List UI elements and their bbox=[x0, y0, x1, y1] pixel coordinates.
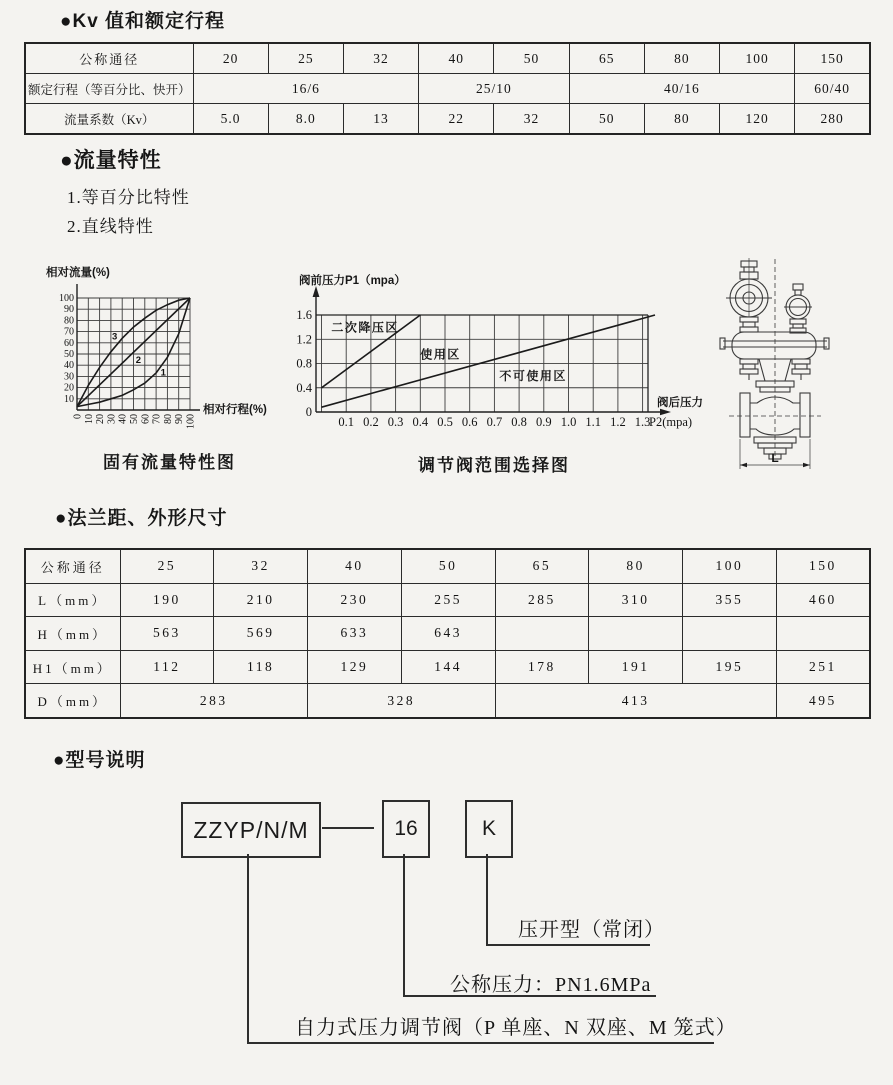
valve-range-selection-chart bbox=[283, 268, 711, 440]
row-label: H1（mm） bbox=[25, 650, 120, 684]
x-tick-label: 0.6 bbox=[461, 415, 478, 429]
table-cell: 328 bbox=[308, 684, 496, 718]
table-cell: 80 bbox=[644, 104, 719, 135]
table-cell: 65 bbox=[569, 43, 644, 74]
table-cell bbox=[776, 617, 870, 651]
x-tick-label: 0.3 bbox=[387, 415, 404, 429]
row-label: 公称通径 bbox=[25, 549, 120, 583]
table-cell: 8.0 bbox=[268, 104, 343, 135]
table-row bbox=[25, 583, 870, 617]
pressure-leader-vertical bbox=[403, 854, 405, 997]
table-cell: 16/6 bbox=[193, 74, 419, 104]
table-cell: 191 bbox=[589, 650, 683, 684]
x-tick-label: 0 bbox=[72, 414, 84, 419]
x-tick-label: 0.7 bbox=[486, 415, 503, 429]
table-cell: 13 bbox=[343, 104, 418, 135]
table-cell: 112 bbox=[120, 650, 214, 684]
flange-dimensions-table bbox=[24, 548, 871, 719]
table-cell: 129 bbox=[308, 650, 402, 684]
x-tick-label: 1.3 bbox=[634, 415, 651, 429]
table-cell: 50 bbox=[401, 549, 495, 583]
chart2-caption: 调节阀范围选择图 bbox=[418, 456, 570, 475]
row-label: 公称通径 bbox=[25, 43, 193, 74]
y-tick-label: 60 bbox=[64, 337, 74, 349]
table-row bbox=[25, 549, 870, 583]
table-cell: 25/10 bbox=[419, 74, 569, 104]
table-cell: 178 bbox=[495, 650, 589, 684]
table-cell: 285 bbox=[495, 583, 589, 617]
x-tick-label: 0.8 bbox=[511, 415, 527, 429]
kv-rated-travel-table bbox=[24, 42, 871, 135]
y-tick-label: 30 bbox=[64, 371, 74, 383]
table-cell: 40 bbox=[308, 549, 402, 583]
table-cell: 32 bbox=[214, 549, 308, 583]
row-label: L（mm） bbox=[25, 583, 120, 617]
y-tick-label: 80 bbox=[64, 315, 74, 327]
section-title-flow: ●流量特性 bbox=[60, 149, 162, 172]
section-title-model: ●型号说明 bbox=[53, 750, 146, 771]
row-label: 流量系数（Kv） bbox=[25, 104, 193, 135]
row-label: 额定行程（等百分比、快开） bbox=[25, 74, 193, 104]
table-cell: 40/16 bbox=[569, 74, 795, 104]
table-cell bbox=[683, 617, 777, 651]
y-tick-label: 10 bbox=[64, 393, 74, 405]
table-cell: 190 bbox=[120, 583, 214, 617]
table-cell: 20 bbox=[193, 43, 268, 74]
y-tick-label: 0.8 bbox=[296, 356, 312, 371]
pressure-note: 公称压力：PN1.6MPa bbox=[450, 974, 652, 996]
table-row bbox=[25, 684, 870, 718]
table-cell: 230 bbox=[308, 583, 402, 617]
type-note: 压开型（常闭） bbox=[518, 919, 665, 941]
row-label: H（mm） bbox=[25, 617, 120, 651]
type-code-box: K bbox=[465, 800, 513, 858]
table-cell: 280 bbox=[795, 104, 870, 135]
table-cell: 355 bbox=[683, 583, 777, 617]
inherent-flow-characteristic-chart bbox=[30, 260, 286, 460]
x-tick-label: 40 bbox=[117, 414, 129, 424]
table-cell: 460 bbox=[776, 583, 870, 617]
y-tick-label: 1.2 bbox=[296, 332, 312, 347]
section-title-kv: ●Kv 值和额定行程 bbox=[60, 11, 226, 32]
table-cell: 100 bbox=[683, 549, 777, 583]
table-row bbox=[25, 650, 870, 684]
x-tick-label: 30 bbox=[106, 414, 118, 424]
chart1-caption: 固有流量特性图 bbox=[103, 453, 236, 472]
model-leader-vertical bbox=[247, 854, 249, 1044]
region-label: 使用区 bbox=[420, 347, 461, 362]
table-cell: 50 bbox=[569, 104, 644, 135]
x-tick-label: 70 bbox=[151, 414, 163, 424]
valve-technical-drawing bbox=[693, 253, 888, 475]
table-cell: 643 bbox=[401, 617, 495, 651]
table-cell: 40 bbox=[419, 43, 494, 74]
valve-drawing-lines bbox=[720, 258, 829, 469]
x-tick-label: 90 bbox=[174, 414, 186, 424]
table-cell: 25 bbox=[120, 549, 214, 583]
y-tick-label: 1.6 bbox=[296, 308, 312, 323]
series-label: 2 bbox=[135, 354, 142, 366]
table-cell: 60/40 bbox=[795, 74, 870, 104]
table-cell: 22 bbox=[419, 104, 494, 135]
pressure-code-box: 16 bbox=[382, 800, 430, 858]
section-title-dims: ●法兰距、外形尺寸 bbox=[55, 508, 228, 529]
x-axis-label-line2: P2(mpa) bbox=[649, 415, 693, 429]
y-tick-label: 20 bbox=[64, 382, 74, 394]
x-tick-label: 1.0 bbox=[560, 415, 577, 429]
table-row bbox=[25, 43, 870, 74]
table-cell: 50 bbox=[494, 43, 569, 74]
table-cell: 569 bbox=[214, 617, 308, 651]
x-tick-label: 1.1 bbox=[585, 415, 602, 429]
table-cell: 80 bbox=[589, 549, 683, 583]
y-tick-label: 100 bbox=[59, 293, 74, 304]
y-axis-arrow bbox=[313, 286, 320, 297]
row-label: D（mm） bbox=[25, 684, 120, 718]
model-note: 自力式压力调节阀（P 单座、N 双座、M 笼式） bbox=[295, 1017, 737, 1039]
table-cell: 120 bbox=[720, 104, 795, 135]
flow-characteristic-item-2: 2.直线特性 bbox=[67, 217, 154, 236]
table-cell: 251 bbox=[776, 650, 870, 684]
x-tick-label: 0.9 bbox=[535, 415, 552, 429]
model-leader-horizontal bbox=[247, 1042, 714, 1044]
x-tick-label: 20 bbox=[95, 414, 107, 424]
table-cell: 283 bbox=[120, 684, 308, 718]
table-cell: 150 bbox=[776, 549, 870, 583]
table-cell: 310 bbox=[589, 583, 683, 617]
x-axis-label: 相对行程(%) bbox=[203, 404, 267, 416]
x-tick-label: 0.5 bbox=[437, 415, 453, 429]
region-label: 二次降压区 bbox=[331, 320, 399, 335]
table-cell: 633 bbox=[308, 617, 402, 651]
model-code-box: ZZYP/N/M bbox=[181, 802, 321, 858]
table-cell: 32 bbox=[494, 104, 569, 135]
table-row bbox=[25, 104, 870, 135]
flow-characteristic-item-1: 1.等百分比特性 bbox=[67, 188, 190, 207]
type-leader-horizontal bbox=[486, 944, 650, 946]
table-cell: 495 bbox=[776, 684, 870, 718]
connector-line bbox=[322, 827, 374, 829]
table-cell: 255 bbox=[401, 583, 495, 617]
table-cell: 210 bbox=[214, 583, 308, 617]
region-label: 不可使用区 bbox=[499, 368, 567, 383]
type-leader-vertical bbox=[486, 854, 488, 946]
table-cell: 32 bbox=[343, 43, 418, 74]
series-label: 1 bbox=[160, 367, 166, 379]
x-tick-label: 10 bbox=[83, 414, 95, 424]
table-cell: 195 bbox=[683, 650, 777, 684]
table-cell: 118 bbox=[214, 650, 308, 684]
table-cell: 5.0 bbox=[193, 104, 268, 135]
table-row bbox=[25, 617, 870, 651]
y-tick-label: 0 bbox=[305, 405, 312, 419]
y-tick-label: 0.4 bbox=[296, 380, 312, 395]
x-axis-label-line1: 阀后压力 bbox=[657, 397, 703, 409]
x-tick-label: 50 bbox=[129, 414, 140, 424]
y-axis-label: 相对流量(%) bbox=[46, 267, 110, 279]
table-cell: 25 bbox=[268, 43, 343, 74]
x-tick-label: 100 bbox=[185, 414, 197, 429]
x-tick-label: 0.4 bbox=[412, 415, 429, 429]
x-tick-label: 0.1 bbox=[338, 415, 355, 429]
x-tick-label: 0.2 bbox=[363, 415, 379, 429]
y-axis-label: 阀前压力P1（mpa） bbox=[299, 275, 406, 287]
table-cell: 563 bbox=[120, 617, 214, 651]
y-tick-label: 50 bbox=[64, 349, 74, 360]
table-cell: 144 bbox=[401, 650, 495, 684]
series-label: 3 bbox=[112, 331, 118, 343]
valve-dimension-label: L bbox=[771, 451, 779, 465]
table-cell: 150 bbox=[795, 43, 870, 74]
x-tick-label: 60 bbox=[140, 414, 152, 424]
table-row bbox=[25, 74, 870, 104]
table-cell bbox=[589, 617, 683, 651]
y-tick-label: 40 bbox=[64, 360, 74, 372]
table-cell bbox=[495, 617, 589, 651]
x-tick-label: 1.2 bbox=[610, 415, 626, 429]
y-tick-label: 70 bbox=[64, 326, 74, 338]
x-tick-label: 80 bbox=[162, 414, 174, 424]
table-cell: 413 bbox=[495, 684, 776, 718]
table-cell: 100 bbox=[720, 43, 795, 74]
table-cell: 65 bbox=[495, 549, 589, 583]
table-cell: 80 bbox=[644, 43, 719, 74]
y-tick-label: 90 bbox=[64, 304, 74, 316]
